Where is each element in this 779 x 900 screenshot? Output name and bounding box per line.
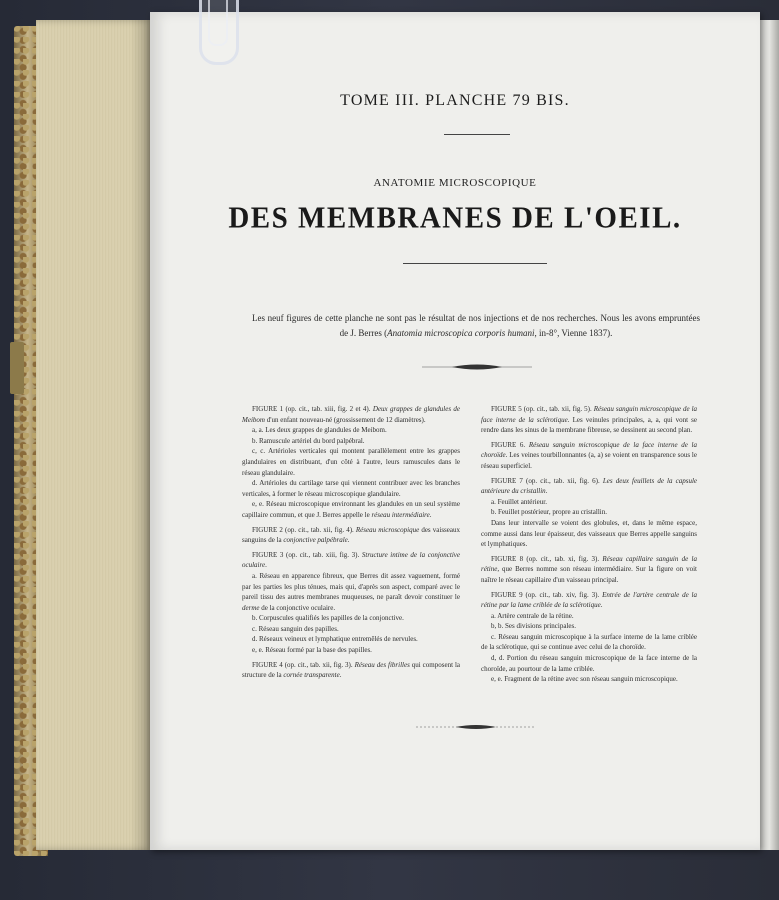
title-rule — [444, 134, 510, 135]
list-item: Dans leur intervalle se voient des globules, et, dans le même espace, comme aussi dans leur épaisseur, des vaisseaux que Berres appelle sanguins et lymphatiques. — [481, 518, 697, 549]
page-block-shade — [36, 20, 154, 850]
item-a-text: a. Réseau en apparence fibreux, que Berres dit assez vaguement, formé par les parties les plus ténues, mais qui, d'après son aspect, comparé avec le pareil tissu des autres membranes muqueuses, ne paraît devoir constituer le — [242, 571, 460, 602]
figure-4-caption — [242, 660, 460, 681]
figure-9-caption — [481, 590, 697, 611]
list-item: d. Réseaux veineux et lymphatique entremêlés de nervules. — [252, 635, 418, 644]
list-item: a. Feuillet antérieur. — [491, 497, 547, 506]
item-e-italic: réseau intermédiaire — [371, 510, 430, 519]
list-item: b. Ramuscule artériel du bord palpébral. — [252, 436, 365, 445]
subtitle: ANATOMIE MICROSCOPIQUE — [373, 177, 537, 189]
page-clip-inner — [208, 0, 228, 46]
list-item: a. Artère centrale de la rétine. — [491, 611, 574, 620]
list-item: c, c. Artérioles verticales qui montent parallèlement entre les grappes glandulaires en distribuant, d'un côté à l'autre, leurs ramuscules dans le réseau glandulaire. — [242, 447, 460, 477]
left-column — [242, 404, 460, 681]
figure-2-caption — [242, 525, 460, 546]
list-item: e, e. Fragment de la rétine avec son réseau sanguin microscopique. — [491, 675, 678, 684]
figure-1-rest: d'un enfant nouveau-né (grossissement de 12 diamètres). — [264, 415, 426, 424]
figure-4-title: Réseau des fibrilles — [354, 660, 410, 669]
figure-3-rest: . — [265, 561, 267, 570]
figure-2-title-2: conjonctive palpébrale — [283, 536, 348, 545]
figure-3-caption — [242, 550, 460, 571]
figure-6-caption — [481, 440, 697, 472]
intro-line-1: Les neuf figures de cette planche ne sont pas le résultat de nos injections et de nos recherches. Nous les avons empruntées — [252, 313, 700, 323]
ornament-divider-bottom — [416, 723, 536, 731]
figure-5-title: Réseau sanguin microscopique de la face interne de la sclérotique — [481, 405, 698, 424]
item-e-text: e, e. Réseau microscopique environnant les glandules en un seul système capillaire commun, et que J. Berres appelle le — [242, 500, 460, 519]
figure-8-title: Réseau capillaire sanguin de la rétine — [481, 554, 697, 574]
figure-7-title: Les deux feuillets de la capsule antérieure du cristallin — [481, 476, 698, 496]
item-a-italic: derme — [242, 603, 260, 612]
figure-2-head: FIGURE 2 (op. cit., tab. xii, fig. 4). — [252, 525, 354, 534]
list-item: b. Corpuscules qualifiés les papilles de la conjonctive. — [252, 614, 404, 623]
list-item — [242, 571, 460, 613]
figure-8-caption — [481, 554, 697, 586]
main-title: DES MEMBRANES DE L'OEIL. — [228, 201, 682, 235]
figure-7-head: FIGURE 7 (op. cit., tab. xii, fig. 6). — [491, 476, 600, 485]
figure-4-rest: . — [339, 671, 342, 680]
figure-9-head: FIGURE 9 (op. cit., tab. xiv, fig. 3). — [491, 590, 600, 599]
intro-line-2-title: Anatomia microscopica corporis humani — [387, 328, 535, 338]
figure-6-title: Réseau sanguin microscopique de la face interne de la choroïde — [481, 440, 697, 460]
figure-1-caption — [242, 404, 460, 425]
figure-5-rest: . Les veinules principales, a, a, qui vont se rendre dans les sinus de la membrane fibreuse, se dessinent au second plan. — [481, 415, 697, 435]
list-item: d. Artérioles du cartilage tarse qui viennent contribuer avec les branches verticales, à former le réseau microscopique glandulaire. — [242, 479, 460, 498]
figure-4-title-2: cornée transparente — [283, 671, 340, 680]
list-item: b, b. Ses divisions principales. — [491, 622, 576, 631]
figure-1-title: Deux grappes de glandules de Meibom — [242, 405, 461, 424]
list-item — [242, 499, 460, 520]
intro-line-2b: , in-8°, Vienne 1837). — [534, 328, 613, 338]
list-item: d, d. Portion du réseau sanguin microscopique de la face interne de la choroïde, au pourtour de la lame criblée. — [481, 654, 697, 673]
figure-5-head: FIGURE 5 (op. cit., tab. xii, fig. 5). — [491, 405, 592, 413]
figure-2-rest: . — [347, 536, 350, 545]
figure-4-head: FIGURE 4 (op. cit., tab. xii, fig. 3). — [252, 660, 353, 669]
figure-7-caption — [481, 476, 697, 497]
figure-5-caption — [481, 404, 697, 436]
figure-4-mid: qui composent la structure de la — [242, 660, 461, 680]
figure-9-rest: . — [600, 601, 603, 610]
figure-8-rest: , que Berres nomme son réseau intermédiaire. Sur la figure on voit naître le réseau capillaire d'un vaisseau principal. — [481, 565, 697, 584]
figure-3-head: FIGURE 3 (op. cit., tab. xiii, fig. 3). — [252, 550, 360, 559]
figure-6-head: FIGURE 6. — [491, 440, 526, 449]
list-item: b. Feuillet postérieur, propre au cristallin. — [491, 508, 607, 517]
ornament-divider-top — [422, 362, 532, 372]
figure-1-head: FIGURE 1 (op. cit., tab. xiii, fig. 2 et 4). — [252, 405, 371, 413]
figure-2-title: Réseau microscopique — [355, 525, 420, 534]
figure-9-title: Entrée de l'artère centrale de la rétine par la lame criblée de la sclérotique — [481, 590, 698, 610]
bookmark-ribbon — [10, 342, 24, 394]
figure-8-head: FIGURE 8 (op. cit., tab. xi, fig. 3). — [491, 554, 600, 563]
list-item: a, a. Les deux grappes de glandules de Meibom. — [252, 426, 387, 435]
figure-2-mid: des vaisseaux sanguins de la — [242, 525, 460, 545]
main-title-rule — [403, 263, 547, 264]
item-e-end: . — [429, 510, 432, 519]
figure-6-rest: . Les veines tourbillonnantes (a, a) se voient en transparence sous le réseau superficiel. — [481, 451, 697, 470]
list-item: c. Réseau sanguin microscopique à la surface interne de la lame criblée de la sclérotique, qui se continue avec celui de la choroïde. — [481, 632, 697, 652]
plate-title: TOME III. PLANCHE 79 BIS. — [340, 92, 570, 109]
figure-3-title: Structure intime de la conjonctive oculaire — [242, 550, 461, 570]
item-a-end: de la conjonctive oculaire. — [259, 603, 336, 612]
figure-7-rest: . — [545, 487, 548, 496]
list-item: c. Réseau sanguin des papilles. — [252, 624, 339, 633]
list-item: e, e. Réseau formé par la base des papilles. — [252, 646, 372, 655]
right-column — [481, 404, 697, 685]
intro-line-2a: de J. Berres ( — [339, 328, 388, 338]
intro-paragraph — [252, 311, 700, 341]
right-page-edge — [760, 20, 779, 850]
